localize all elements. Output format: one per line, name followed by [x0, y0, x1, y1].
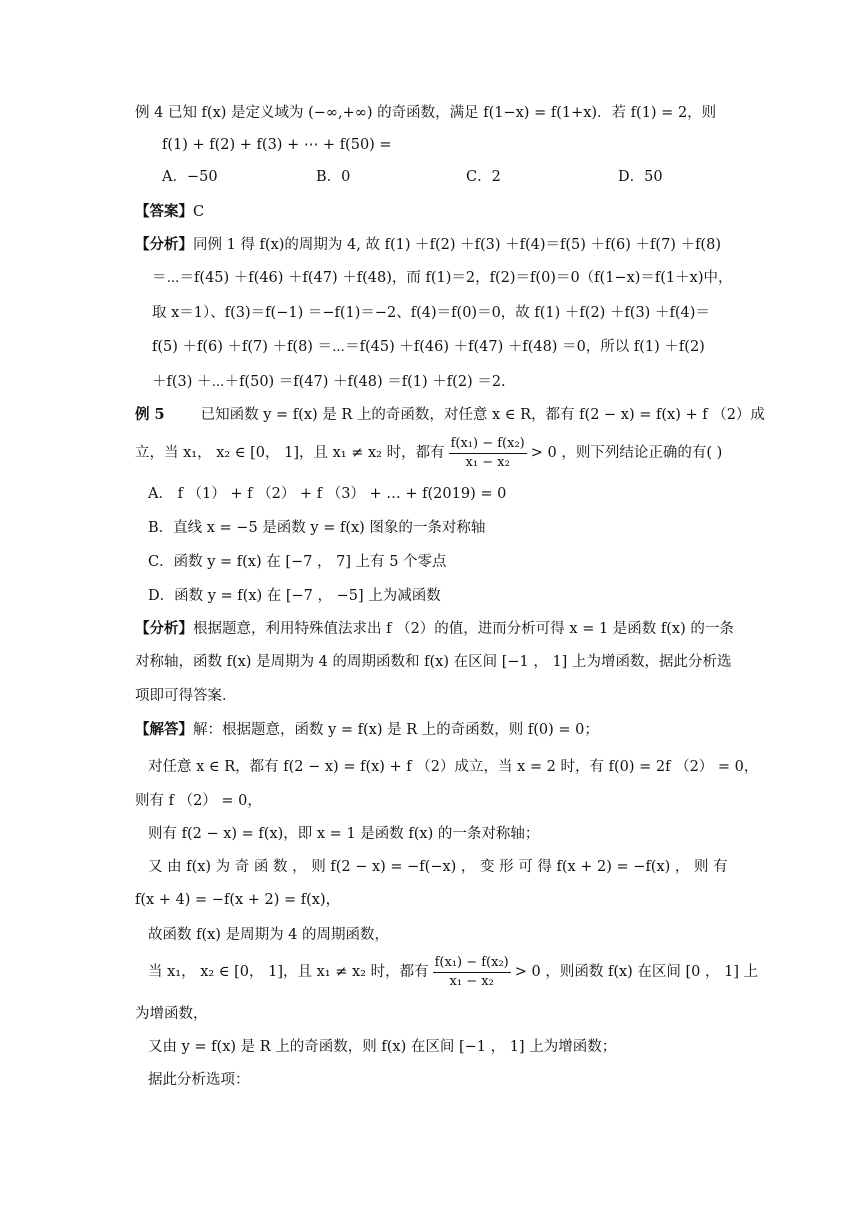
solution-line11: 据此分析选项： [148, 1072, 250, 1088]
ex5-option-b: B．直线 x = −5 是函数 y = f(x) 图象的一条对称轴 [148, 520, 486, 536]
example4-expression: f(1) + f(2) + f(3) + ⋯ + f(50) = [162, 137, 392, 153]
answer-label: 【答案】 [135, 203, 193, 220]
analysis5-line3: 项即可得答案． [135, 688, 237, 704]
solution-line4: 则有 f(2 − x) = f(x)，即 x = 1 是函数 f(x) 的一条对称轴； [148, 826, 540, 842]
solution-line10: 又由 y = f(x) 是 R 上的奇函数，则 f(x) 在区间 [−1 ， 1] 上为增函数； [148, 1039, 617, 1055]
option-d: D．50 [618, 169, 663, 185]
solution-line8: 当 x₁， x₂ ∈ [0， 1]，且 x₁ ≠ x₂ 时，都有 $\frac{\text{f(x₁) − f(x₂)}}{\text{x₁ − x₂}}$ > 0 ，则函数 f(x) 在区间 [0 ， 1] 上 [148, 954, 759, 989]
option-a: A．−50 [162, 169, 218, 185]
solution-label: 【解答】 [135, 721, 193, 738]
solution-line3: 则有 f （2） = 0， [135, 793, 262, 809]
example5-line2: 立，当 x₁， x₂ ∈ [0， 1]，且 x₁ ≠ x₂ 时，都有 $\frac{\text{f(x₁) − f(x₂)}}{\text{x₁ − x₂}}$ > 0 ，则下列结论正确的有( ) [135, 435, 723, 470]
solution-line2: 对任意 x ∈ R，都有 f(2 − x) = f(x) + f （2）成立，当 x = 2 时，有 f(0) = 2f （2） = 0， [148, 759, 759, 775]
option-c: C．2 [466, 169, 501, 185]
ex5-option-d: D．函数 y = f(x) 在 [−7 ， −5] 上为减函数 [148, 588, 441, 604]
analysis4-line3: 取 x＝1）、f(3)＝f(−1) ＝−f(1)＝−2、f(4)＝f(0)＝0，故 f(1) ＋f(2) ＋f(3) ＋f(4)＝ [152, 305, 710, 321]
solution-line9: 为增函数， [135, 1006, 208, 1022]
answer-value: C [193, 204, 205, 220]
fraction: $\frac{\text{f(x₁) − f(x₂)}}{\text{x₁ − x₂}}$ [434, 954, 509, 989]
analysis4-label: 【分析】 [135, 236, 193, 253]
ex5-option-a: A． f （1） + f （2） + f （3） + … + f(2019) = 0 [148, 486, 507, 502]
analysis4-line4: f(5) ＋f(6) ＋f(7) ＋f(8) ＝⋯＝f(45) ＋f(46) ＋f(47) ＋f(48) ＝0，所以 f(1) ＋f(2) [152, 339, 705, 355]
analysis5-line2: 对称轴，函数 f(x) 是周期为 4 的周期函数和 f(x) 在区间 [−1 ， 1] 上为增函数，据此分析选 [135, 654, 732, 670]
analysis5-label: 【分析】 [135, 620, 193, 637]
option-b: B．0 [316, 169, 351, 185]
example5-label: 例 5 [135, 406, 165, 423]
ex5-option-c: C．函数 y = f(x) 在 [−7 ， 7] 上有 5 个零点 [148, 554, 447, 570]
solution-line5: 又 由 f(x) 为 奇 函 数 ， 则 f(2 − x) = −f(−x) ， 变 形 可 得 f(x + 2) = −f(x) ， 则 有 [148, 859, 728, 875]
solution-line1: 【解答】解：根据题意，函数 y = f(x) 是 R 上的奇函数，则 f(0) = 0； [135, 721, 599, 738]
analysis4-line1: 【分析】同例 1 得 f(x)的周期为 4, 故 f(1) ＋f(2) ＋f(3) ＋f(4)＝f(5) ＋f(6) ＋f(7) ＋f(8) [135, 236, 721, 253]
fraction: $\frac{\text{f(x₁) − f(x₂)}}{\text{x₁ − x₂}}$ [450, 435, 525, 470]
answer-line [135, 202, 204, 222]
analysis4-line2: ＝⋯＝f(45) ＋f(46) ＋f(47) ＋f(48)，而 f(1)＝2，f(2)＝f(0)＝0（f(1−x)＝f(1＋x)中， [152, 270, 733, 286]
analysis4-line5: ＋f(3) ＋⋯＋f(50) ＝f(47) ＋f(48) ＝f(1) ＋f(2) ＝2. [152, 374, 506, 390]
solution-line6: f(x + 4) = −f(x + 2) = f(x)， [135, 892, 341, 908]
solution-line7: 故函数 f(x) 是周期为 4 的周期函数， [148, 927, 390, 943]
example5-line1: 例 5 已知函数 y = f(x) 是 R 上的奇函数，对任意 x ∈ R，都有 f(2 − x) = f(x) + f （2）成 [135, 406, 765, 423]
example4-statement: 例 4 已知 f(x) 是定义域为 (−∞,+∞) 的奇函数，满足 f(1−x) = f(1+x)．若 f(1) = 2，则 [135, 105, 717, 121]
analysis5-line1: 【分析】根据题意，利用特殊值法求出 f （2）的值，进而分析可得 x = 1 是函数 f(x) 的一条 [135, 620, 734, 637]
